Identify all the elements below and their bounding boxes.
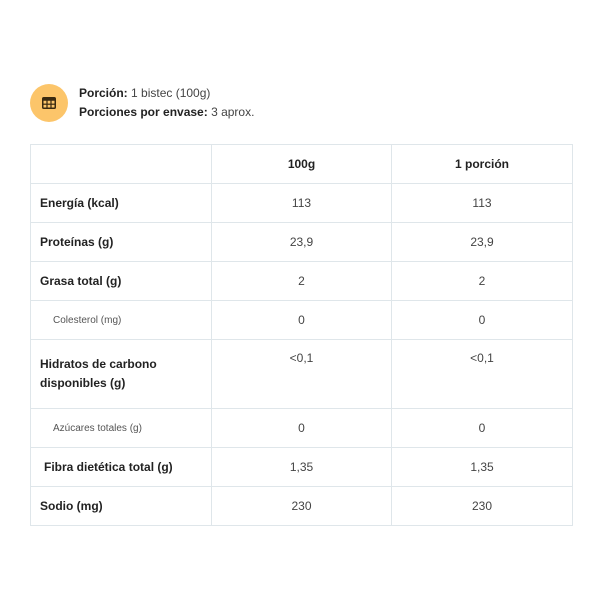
nutrient-name: Fibra dietética total (g) (31, 448, 212, 487)
header-nutrient (31, 145, 212, 184)
value-per-100g: 0 (212, 301, 392, 340)
header-per-portion: 1 porción (392, 145, 573, 184)
servings-per-container-label: Porciones por envase: (79, 105, 208, 119)
servings-per-container (79, 103, 254, 122)
value-per-portion: 0 (392, 409, 573, 448)
serving-size-value: 1 bistec (100g) (131, 86, 211, 100)
value-per-portion: 2 (392, 262, 573, 301)
value-per-portion: 1,35 (392, 448, 573, 487)
table-row (31, 223, 573, 262)
table-row (31, 301, 573, 340)
value-per-100g: 0 (212, 409, 392, 448)
table-row (31, 184, 573, 223)
table-row (31, 409, 573, 448)
value-per-100g: 230 (212, 487, 392, 526)
value-per-100g: 23,9 (212, 223, 392, 262)
nutrient-name: Colesterol (mg) (31, 301, 212, 340)
value-per-100g: 2 (212, 262, 392, 301)
table-row (31, 448, 573, 487)
servings-per-container-value: 3 aprox. (211, 105, 255, 119)
serving-size-label: Porción: (79, 86, 128, 100)
table-grid-icon (30, 84, 68, 122)
nutrient-name: Sodio (mg) (31, 487, 212, 526)
nutrient-name: Azúcares totales (g) (31, 409, 212, 448)
header-per-100g: 100g (212, 145, 392, 184)
table-row (31, 487, 573, 526)
nutrient-name: Proteínas (g) (31, 223, 212, 262)
value-per-portion: <0,1 (392, 340, 573, 409)
value-per-portion: 23,9 (392, 223, 573, 262)
value-per-portion: 230 (392, 487, 573, 526)
nutrient-name: Grasa total (g) (31, 262, 212, 301)
value-per-portion: 0 (392, 301, 573, 340)
portion-info (30, 84, 254, 122)
table-row (31, 340, 573, 409)
table-header-row (31, 145, 573, 184)
portion-details (79, 84, 254, 122)
value-per-100g: <0,1 (212, 340, 392, 409)
value-per-100g: 1,35 (212, 448, 392, 487)
nutrient-name: Hidratos de carbono disponibles (g) (31, 340, 212, 409)
value-per-portion: 113 (392, 184, 573, 223)
nutrient-name: Energía (kcal) (31, 184, 212, 223)
nutrition-table (30, 144, 573, 526)
table-row (31, 262, 573, 301)
serving-size (79, 84, 254, 103)
value-per-100g: 113 (212, 184, 392, 223)
